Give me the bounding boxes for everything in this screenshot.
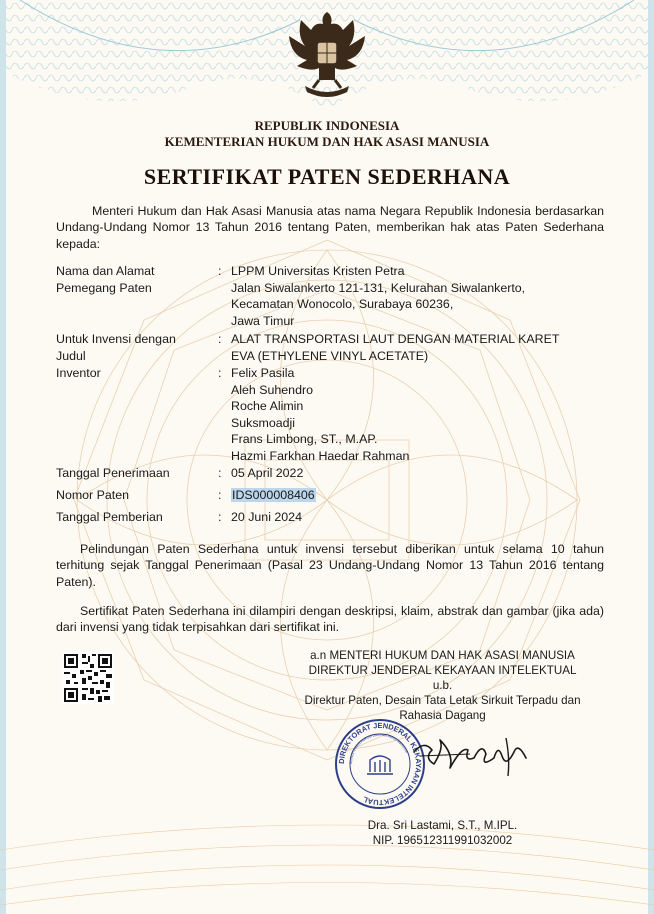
field-patent-number [56,487,616,505]
inventor-name: Suksmoadji [231,415,296,430]
header-ministry: KEMENTERIAN HUKUM DAN HAK ASASI MANUSIA [164,134,490,149]
header-republic: REPUBLIK INDONESIA [254,118,400,133]
colon: : [218,366,222,380]
seal-inner-text: KEMENTERIAN HUKUM DAN HAK ASASI MANUSIA [348,732,409,765]
garuda-emblem-icon [283,6,371,102]
field-holder [56,263,616,329]
invention-title-line: ALAT TRANSPORTASI LAUT DENGAN MATERIAL KARET [231,332,560,346]
inventor-name: Aleh Suhendro [231,382,313,397]
field-invention [56,331,616,365]
signature-line-3: u.b. [432,679,453,692]
invention-label-1: Untuk Invensi dengan [56,332,176,346]
signature-line-4: Direktur Paten, Desain Tata Letak Sirkuit Terpadu dan [304,694,581,707]
patent-number-label: Nomor Paten [56,488,130,502]
field-received [56,465,616,483]
granted-date: 20 Juni 2024 [231,510,302,524]
protection-paragraph: Pelindungan Paten Sederhana untuk invensi tersebut diberikan untuk selama 10 tahun terhitung sejak Tanggal Penerimaan (Pasal 23 Undang-Undang Nomor 13 Tahun 2016 tentang Paten). [56,542,604,589]
holder-value-line: Jalan Siwalankerto 121-131, Kelurahan Siwalankerto, [231,280,526,295]
inventor-name: Roche Alimin [231,399,304,413]
signature-line-5: Rahasia Dagang [399,709,486,722]
inventor-name: Frans Limbong, ST., M.AP. [231,432,378,446]
qr-code-icon[interactable] [62,652,114,704]
inventor-label: Inventor [56,366,101,380]
holder-label-2: Pemegang Paten [56,280,152,295]
received-label: Tanggal Penerimaan [56,466,170,480]
patent-number-value[interactable]: IDS000008406 [232,488,315,502]
received-date: 05 April 2022 [231,466,304,480]
holder-value-line: Jawa Timur [231,313,295,328]
field-granted [56,509,616,527]
colon: : [218,264,222,278]
handwritten-signature [410,728,530,783]
holder-value-line: Kecamatan Wonocolo, Surabaya 60236, [231,297,454,311]
colon: : [218,488,222,502]
signatory-nip: NIP. 196512311991032002 [372,834,513,847]
holder-value-line: LPPM Universitas Kristen Petra [231,264,405,278]
granted-label: Tanggal Pemberian [56,510,163,524]
signatory-name: Dra. Sri Lastami, S.T., M.IPL. [367,819,518,832]
signature-line-1: a.n MENTERI HUKUM DAN HAK ASASI MANUSIA [310,649,575,662]
invention-title-line: EVA (ETHYLENE VINYL ACETATE) [231,348,429,363]
inventor-name: Hazmi Farkhan Haedar Rahman [231,448,410,463]
field-inventor [56,365,616,465]
inventor-name: Felix Pasila [231,366,295,380]
signature-line-2: DIREKTUR JENDERAL KEKAYAAN INTELEKTUAL [308,664,577,677]
colon: : [218,510,222,524]
colon: : [218,332,222,346]
attachment-paragraph: Sertifikat Paten Sederhana ini dilampiri dengan deskripsi, klaim, abstrak dan gambar (jika ada) dari invensi yang tidak terpisahkan dari sertifikat ini. [56,604,604,635]
certificate-title: SERTIFIKAT PATEN SEDERHANA [143,164,511,189]
invention-label-2: Judul [56,348,86,363]
holder-label-1: Nama dan Alamat [56,264,155,278]
colon: : [218,466,222,480]
seal-outer-text: DIREKTORAT JENDERAL KEKAYAAN INTELEKTUAL [336,720,424,808]
intro-paragraph: Menteri Hukum dan Hak Asasi Manusia atas nama Negara Republik Indonesia berdasarkan Undang-Undang Nomor 13 Tahun 2016 tentang Paten, memberikan hak atas Paten Sederhana kepada: [56,204,604,251]
